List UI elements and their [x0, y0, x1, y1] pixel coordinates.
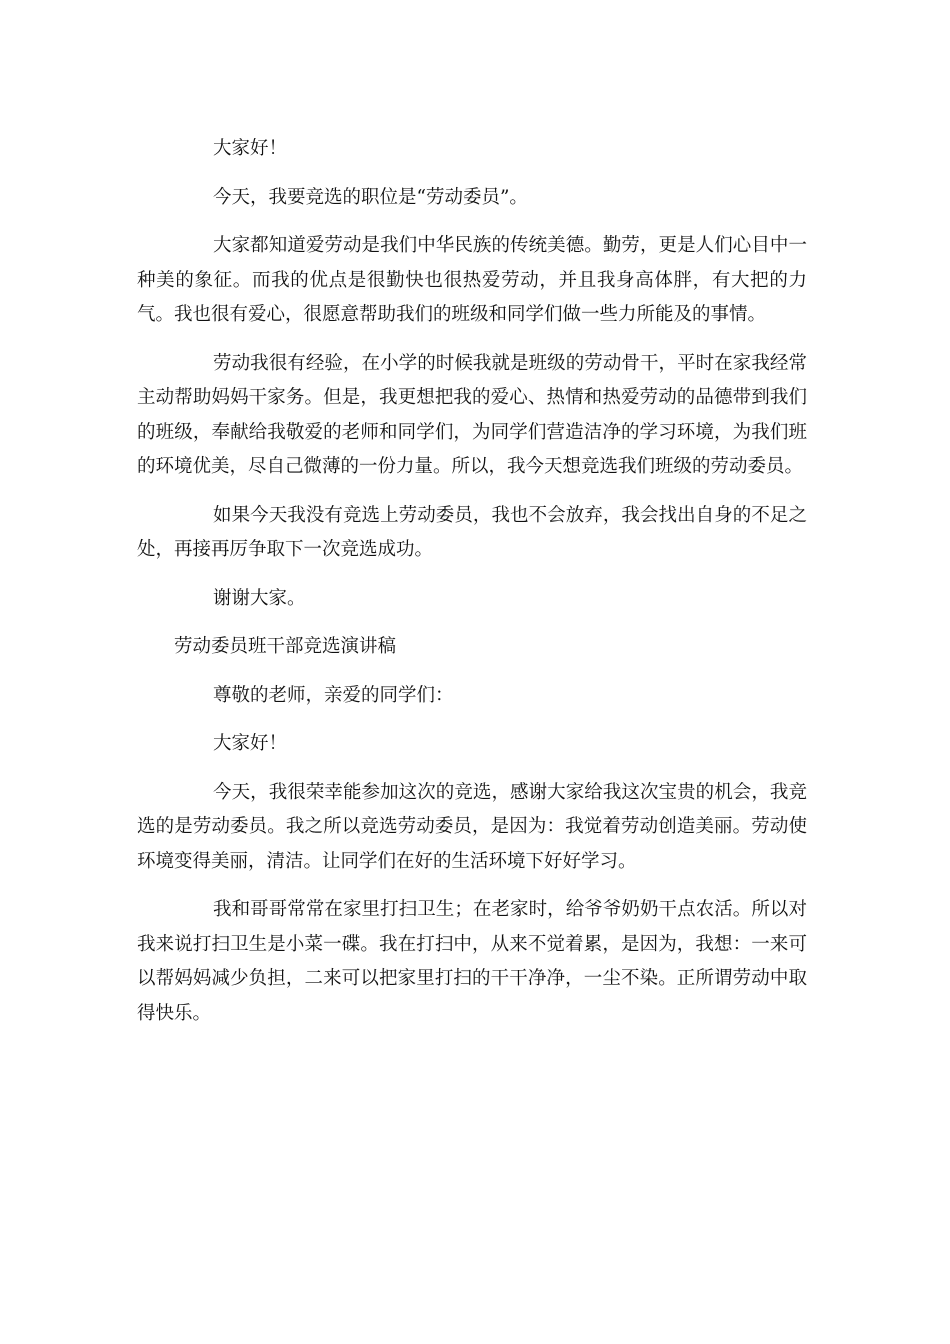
section-title: 劳动委员班干部竞选演讲稿: [174, 636, 397, 657]
paragraph-experience: 劳动我很有经验，在小学的时候我就是班级的劳动骨干，平时在家我经常主动帮助妈妈干家务。但是，我更想把我的爱心、热情和热爱劳动的品德带到我们的班级，奉献给我敬爱的老师和同学们，为同学们营造洁净的学习环境，为我们班的环境优美，尽自己微薄的一份力量。所以，我今天想竞选我们班级的劳动委员。: [137, 352, 807, 477]
paragraph-honor: 今天，我很荣幸能参加这次的竞选，感谢大家给我这次宝贵的机会，我竞选的是劳动委员。我之所以竞选劳动委员，是因为：我觉着劳动创造美丽。劳动使环境变得美丽，清洁。让同学们在好的生活环境下好好学习。: [137, 781, 807, 872]
paragraph-salutation: 尊敬的老师，亲爱的同学们：: [213, 684, 454, 706]
paragraph-position: 今天，我要竞选的职位是“劳动委员”。: [213, 186, 528, 208]
paragraph-greeting: 大家好！: [213, 138, 288, 159]
paragraph-resolve: 如果今天我没有竞选上劳动委员，我也不会放弃，我会找出自身的不足之处，再接再厉争取下一次竞选成功。: [137, 504, 807, 560]
paragraph-virtue: 大家都知道爱劳动是我们中华民族的传统美德。勤劳，更是人们心目中一种美的象征。而我的优点是很勤快也很热爱劳动，并且我身高体胖，有大把的力气。我也很有爱心，很愿意帮助我们的班级和同学们做一些力所能及的事情。: [137, 235, 807, 325]
paragraph-thanks: 谢谢大家。: [213, 587, 306, 609]
paragraph-greeting-2: 大家好！: [213, 733, 288, 754]
document-body: [137, 132, 807, 1045]
paragraph-housework: 我和哥哥常常在家里打扫卫生；在老家时，给爷爷奶奶干点农活。所以对我来说打扫卫生是小菜一碟。我在打扫中，从来不觉着累，是因为，我想：一来可以帮妈妈减少负担，二来可以把家里打扫的干干净净，一尘不染。正所谓劳动中取得快乐。: [137, 899, 807, 1024]
